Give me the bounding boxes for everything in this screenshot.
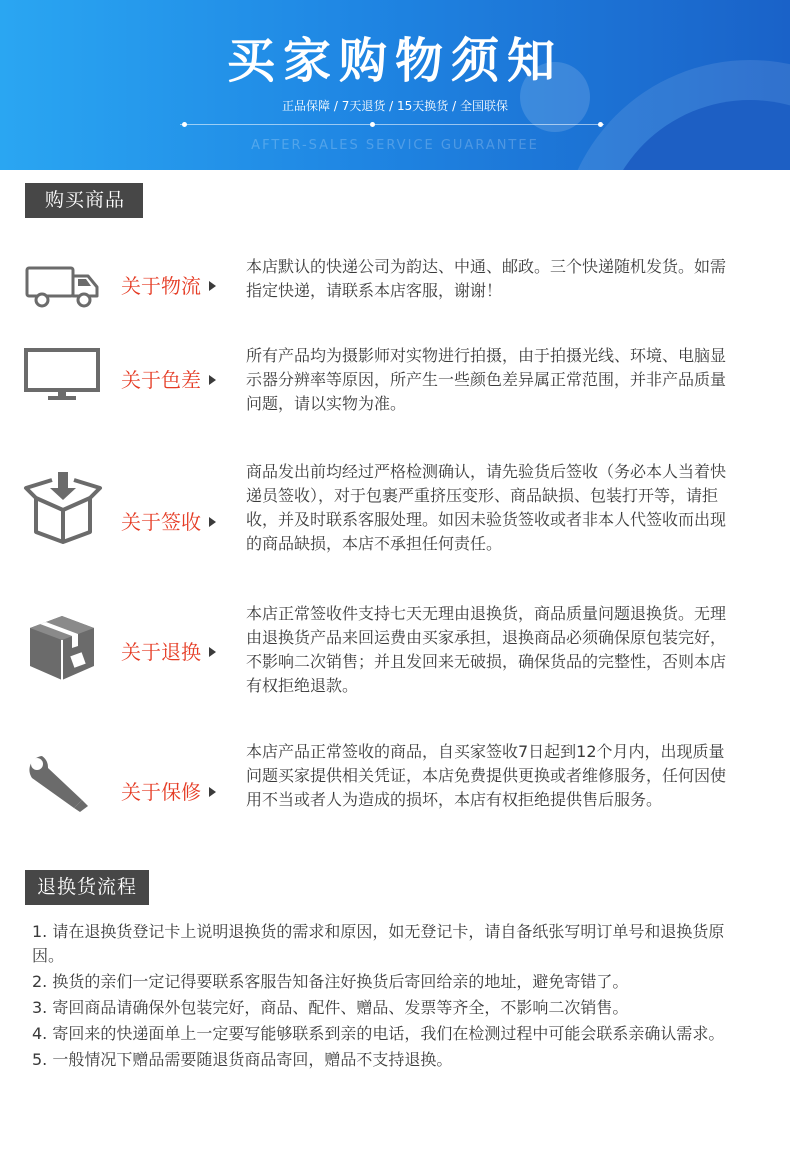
label-sign: 关于签收 bbox=[121, 506, 216, 535]
banner-subtitle: 正品保障 / 7天退货 / 15天换货 / 全国联保 bbox=[282, 99, 508, 113]
list-item: 4. 寄回来的快递面单上一定要写能够联系到亲的电话，我们在检测过程中可能会联系亲确认需求。 bbox=[32, 1024, 725, 1043]
desc-sign: 商品发出前均经过严格检测确认，请先验货后签收（务必本人当着快递员签收），对于包裹严重挤压变形、商品缺损、包装打开等，请拒收，并及时联系客服处理。如因未验货签收或者非本人代签收而出现的商品缺损，本店不承担任何责任。 bbox=[246, 462, 727, 553]
banner-english-tagline: AFTER-SALES SERVICE GUARANTEE bbox=[251, 138, 539, 153]
section-title-return-process: 退换货流程 bbox=[25, 870, 149, 905]
wrench-icon bbox=[22, 752, 102, 812]
label-color: 关于色差 bbox=[121, 364, 216, 393]
return-process-steps bbox=[32, 920, 744, 1074]
label-warranty: 关于保修 bbox=[121, 776, 216, 805]
divider-dot bbox=[370, 122, 375, 127]
desc-return: 本店正常签收件支持七天无理由退换货，商品质量问题退换货。无理由退换货产品来回运费由买家承担，退换商品必须确保原包装完好，不影响二次销售；并且发回来无破损，确保货品的完整性，否则本店有权拒绝退款。 bbox=[246, 604, 727, 695]
list-item: 5. 一般情况下赠品需要随退货商品寄回，赠品不支持退换。 bbox=[32, 1050, 453, 1069]
header-banner bbox=[0, 0, 790, 170]
label-return: 关于退换 bbox=[121, 636, 216, 665]
package-icon bbox=[22, 612, 102, 684]
triangle-right-icon bbox=[209, 647, 216, 657]
triangle-right-icon bbox=[209, 281, 216, 291]
triangle-right-icon bbox=[209, 375, 216, 385]
list-item: 1. 请在退换货登记卡上说明退换货的需求和原因，如无登记卡，请自备纸张写明订单号和退换货原因。 bbox=[32, 922, 725, 965]
box-download-icon bbox=[22, 468, 104, 544]
divider bbox=[180, 124, 604, 125]
list-item: 3. 寄回商品请确保外包装完好，商品、配件、赠品、发票等齐全，不影响二次销售。 bbox=[32, 998, 629, 1017]
page-title: 买家购物须知 bbox=[226, 33, 563, 89]
truck-icon bbox=[22, 260, 102, 312]
desc-warranty: 本店产品正常签收的商品，自买家签收7日起到12个月内，出现质量问题买家提供相关凭证，本店免费提供更换或者维修服务，任何因使用不当或者人为造成的损坏，本店有权拒绝提供售后服务。 bbox=[246, 742, 727, 809]
label-logistics: 关于物流 bbox=[121, 270, 216, 299]
desc-logistics: 本店默认的快递公司为韵达、中通、邮政。三个快递随机发货。如需指定快递，请联系本店客服，谢谢！ bbox=[246, 257, 727, 300]
desc-color: 所有产品均为摄影师对实物进行拍摄，由于拍摄光线、环境、电脑显示器分辨率等原因，所产生一些颜色差异属正常范围，并非产品质量问题，请以实物为准。 bbox=[246, 346, 727, 413]
monitor-icon bbox=[22, 346, 102, 402]
section-title-purchase: 购买商品 bbox=[25, 183, 143, 218]
divider-dot bbox=[182, 122, 187, 127]
triangle-right-icon bbox=[209, 517, 216, 527]
list-item: 2. 换货的亲们一定记得要联系客服告知备注好换货后寄回给亲的地址，避免寄错了。 bbox=[32, 972, 629, 991]
divider-dot bbox=[598, 122, 603, 127]
triangle-right-icon bbox=[209, 787, 216, 797]
